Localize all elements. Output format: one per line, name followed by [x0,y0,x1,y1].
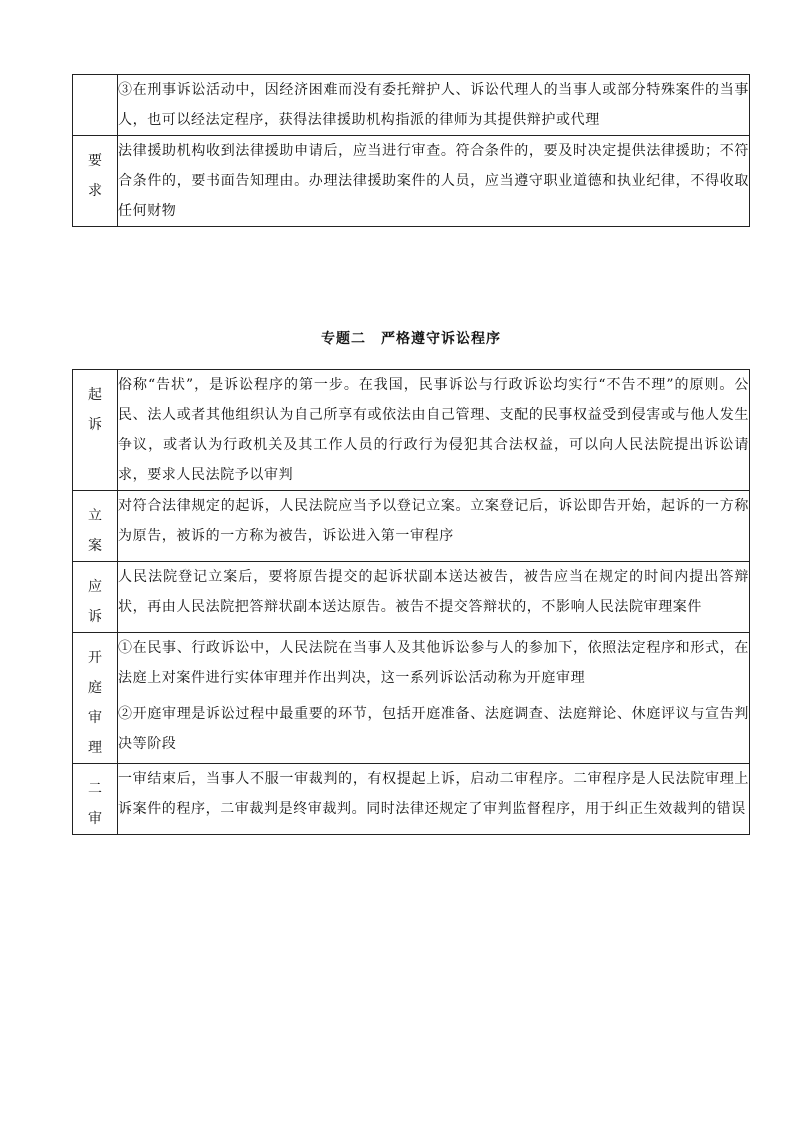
row-label-char: 求 [88,183,102,199]
row-label-char: 二 [88,781,102,797]
row-label-cell [73,633,118,764]
row-label-char: 要 [88,153,102,169]
table-row [73,136,750,227]
row-content-cell [118,633,750,764]
table-row [73,764,750,835]
row-label [73,633,117,763]
row-label-char: 案 [88,538,102,554]
row-label-char: 应 [88,579,102,595]
table-row [73,491,750,562]
row-label-cell [73,136,118,227]
row-paragraph: 对符合法律规定的起诉，人民法院应当予以登记立案。立案登记后，诉讼即告开始，起诉的一方称为原告，被诉的一方称为被告，诉讼进入第一审程序 [118,498,749,544]
row-label-cell [73,562,118,633]
row-content-cell [118,370,750,491]
row-content-cell [118,136,750,227]
row-label [73,764,117,834]
row-label-char: 审 [88,811,102,827]
litigation-procedure-table-body [73,370,750,835]
table-row [73,562,750,633]
row-content-cell [118,491,750,562]
legal-aid-table-body [73,75,750,227]
table-row [73,75,750,136]
row-label-char: 立 [88,508,102,524]
row-label-cell [73,491,118,562]
table-row [73,370,750,491]
legal-aid-table [72,74,750,227]
row-label-char: 庭 [88,680,102,696]
row-label-char: 审 [88,710,102,726]
row-content-cell [118,75,750,136]
section-title: 专题二 严格遵守诉讼程序 [321,331,501,347]
row-paragraph: ①在民事、行政诉讼中，人民法院在当事人及其他诉讼参与人的参加下，依照法定程序和形式，在法庭上对案件进行实体审理并作出判决，这一系列诉讼活动称为开庭审理 [118,640,749,686]
row-label-char: 理 [88,740,102,756]
row-paragraph: 人民法院登记立案后，要将原告提交的起诉状副本送达被告，被告应当在规定的时间内提出答辩状，再由人民法院把答辩状副本送达原告。被告不提交答辩状的，不影响人民法院审理案件 [118,569,749,615]
row-label-cell [73,75,118,136]
row-label-char: 起 [88,387,102,403]
row-label-char: 诉 [88,417,102,433]
row-paragraph: 俗称“告状”，是诉讼程序的第一步。在我国，民事诉讼与行政诉讼均实行“不告不理”的原则。公民、法人或者其他组织认为自己所享有或依法由自己管理、支配的民事权益受到侵害或与他人发生争议，或者认为行政机关及其工作人员的行政行为侵犯其合法权益，可以向人民法院提出诉讼请求，要求人民法院予以审判 [118,377,749,483]
row-content-cell [118,562,750,633]
row-paragraph: ②开庭审理是诉讼过程中最重要的环节，包括开庭准备、法庭调查、法庭辩论、休庭评议与宣告判决等阶段 [118,706,749,752]
row-label-cell [73,764,118,835]
row-paragraph: 一审结束后，当事人不服一审裁判的，有权提起上诉，启动二审程序。二审程序是人民法院审理上诉案件的程序，二审裁判是终审裁判。同时法律还规定了审判监督程序，用于纠正生效裁判的错误 [118,771,749,817]
row-label [73,562,117,632]
row-paragraph: ③在刑事诉讼活动中，因经济困难而没有委托辩护人、诉讼代理人的当事人或部分特殊案件的当事人，也可以经法定程序，获得法律援助机构指派的律师为其提供辩护或代理 [118,82,749,128]
row-label [73,491,117,561]
row-label-char: 诉 [88,609,102,625]
row-label [73,75,117,85]
litigation-procedure-table [72,369,750,835]
row-label [73,136,117,206]
row-content-cell [118,764,750,835]
row-label [73,370,117,440]
row-paragraph: 法律援助机构收到法律援助申请后，应当进行审查。符合条件的，要及时决定提供法律援助；不符合条件的，要书面告知理由。办理法律援助案件的人员，应当遵守职业道德和执业纪律，不得收取任何财物 [118,143,749,219]
row-label-cell [73,370,118,491]
row-label-char: 开 [88,650,102,666]
table-row [73,633,750,764]
